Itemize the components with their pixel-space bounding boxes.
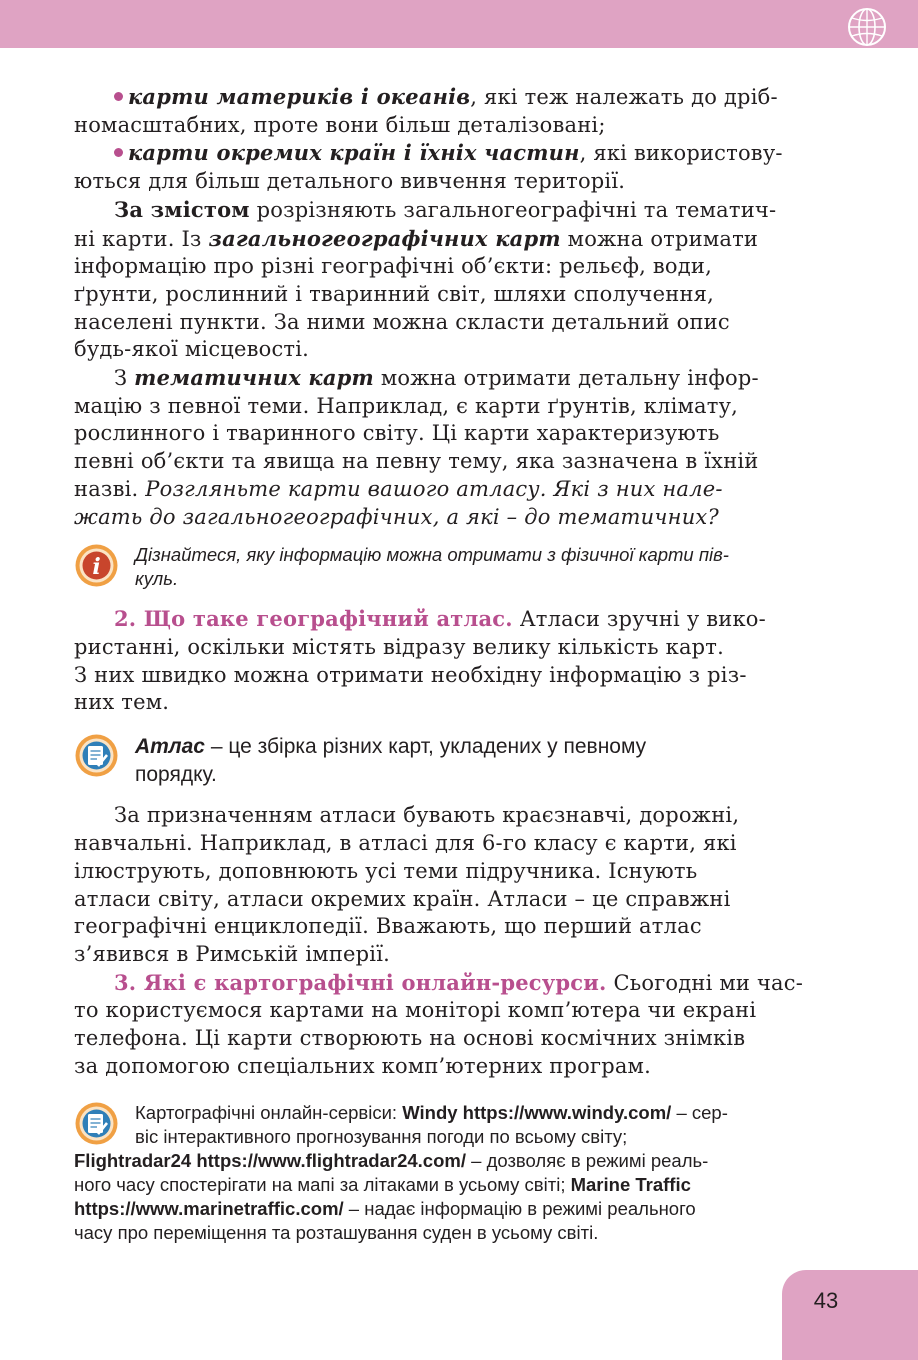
notebook-pencil-icon (74, 1101, 119, 1146)
marine-traffic-link[interactable]: https://www.marinetraffic.com/ (74, 1197, 344, 1219)
page-number-tab (782, 1270, 918, 1360)
paragraph-online-resources: 3. Які є картографічні онлайн-ресурси. Сьогодні ми час- то користуємося картами на моніторі комп’ютера чи екрані телефона. Ці карти створюють на основі космічних знімків за допомогою спеціальних комп’ютерних програм. (74, 969, 804, 1078)
bullet-dot (114, 92, 123, 101)
svg-text:i: i (92, 554, 101, 581)
page-number: 43 (813, 1288, 839, 1313)
globe-icon (847, 7, 887, 47)
bullet-dot (114, 148, 123, 157)
paragraph-content-types: За змістом розрізняють загальногеографічні та тематич- ні карти. Із загальногеографічних карт можна отримати інформацію про різні географічні об’єкти: рельєф, води, ґрунти, рослинний і тваринний світ, шляхи сполучення, населені пункти. За ними можна скласти детальний опис будь-якої місцевості. (74, 196, 777, 362)
paragraph-atlas-section: 2. Що таке географічний атлас. Атласи зручні у вико- ристанні, оскільки містять відразу велику кількість карт. З них швидко можна отримати необхідну інформацію з різ- них тем. (74, 606, 766, 715)
marine-traffic-name: Marine Traffic (570, 1173, 691, 1195)
info-icon (74, 543, 119, 588)
paragraph-thematic-maps: З тематичних карт можна отримати детальну інфор- мацію з певної теми. Наприклад, є карти ґрунтів, клімату, рослинного і тваринного світу. Ці карти характеризують певні об’єкти та явища на певну тему, яка зазначена в їхній назві. Розгляньте карти вашого атласу. Які з них нале- жать до загальногеографічних, а які – до тематичних? (74, 365, 759, 529)
page-content (74, 83, 840, 1259)
bullet-item: карти окремих країн і їхніх частин, які використову- ються для більш детального вивчення території. (74, 140, 783, 194)
top-header-band (0, 0, 918, 48)
windy-link[interactable]: Windy https://www.windy.com/ (402, 1101, 672, 1123)
definition-note: Атлас – це збірка різних карт, укладених у певному порядку. (74, 733, 840, 788)
bullet-item: карти материків і океанів, які теж належать до дріб- номасштабних, проте вони більш деталізовані; (74, 84, 778, 137)
paragraph-atlas-types: За призначенням атласи бувають краєзнавчі, дорожні, навчальні. Наприклад, в атласі для 6-го класу є карти, які ілюструють, доповнюють усі теми підручника. Існують атласи світу, атласи окремих країн. Атласи – це справжні географічні енциклопедії. Вважають, що перший атлас з’явився в Римській імперії. (74, 803, 740, 966)
notebook-pencil-icon (74, 733, 119, 778)
flightradar-link[interactable]: Flightradar24 https://www.flightradar24.com/ (74, 1149, 466, 1171)
online-services-note: Картографічні онлайн-сервіси: Windy https://www.windy.com/ – сер- віс інтерактивного прогнозування погоди по всьому світу; Flightradar24 https://www.flightradar24.com/ – дозволяє в режимі реаль- ного часу спостерігати на мапі за літаками в усьому світі; Marine Traffic https://www.marinetraffic.com/ – надає інформацію в режимі реального часу про переміщення та розташування суден в усьому світі. (74, 1101, 728, 1243)
info-note: i Дізнайтеся, яку інформацію можна отримати з фізичної карти пів- куль. (74, 543, 840, 591)
